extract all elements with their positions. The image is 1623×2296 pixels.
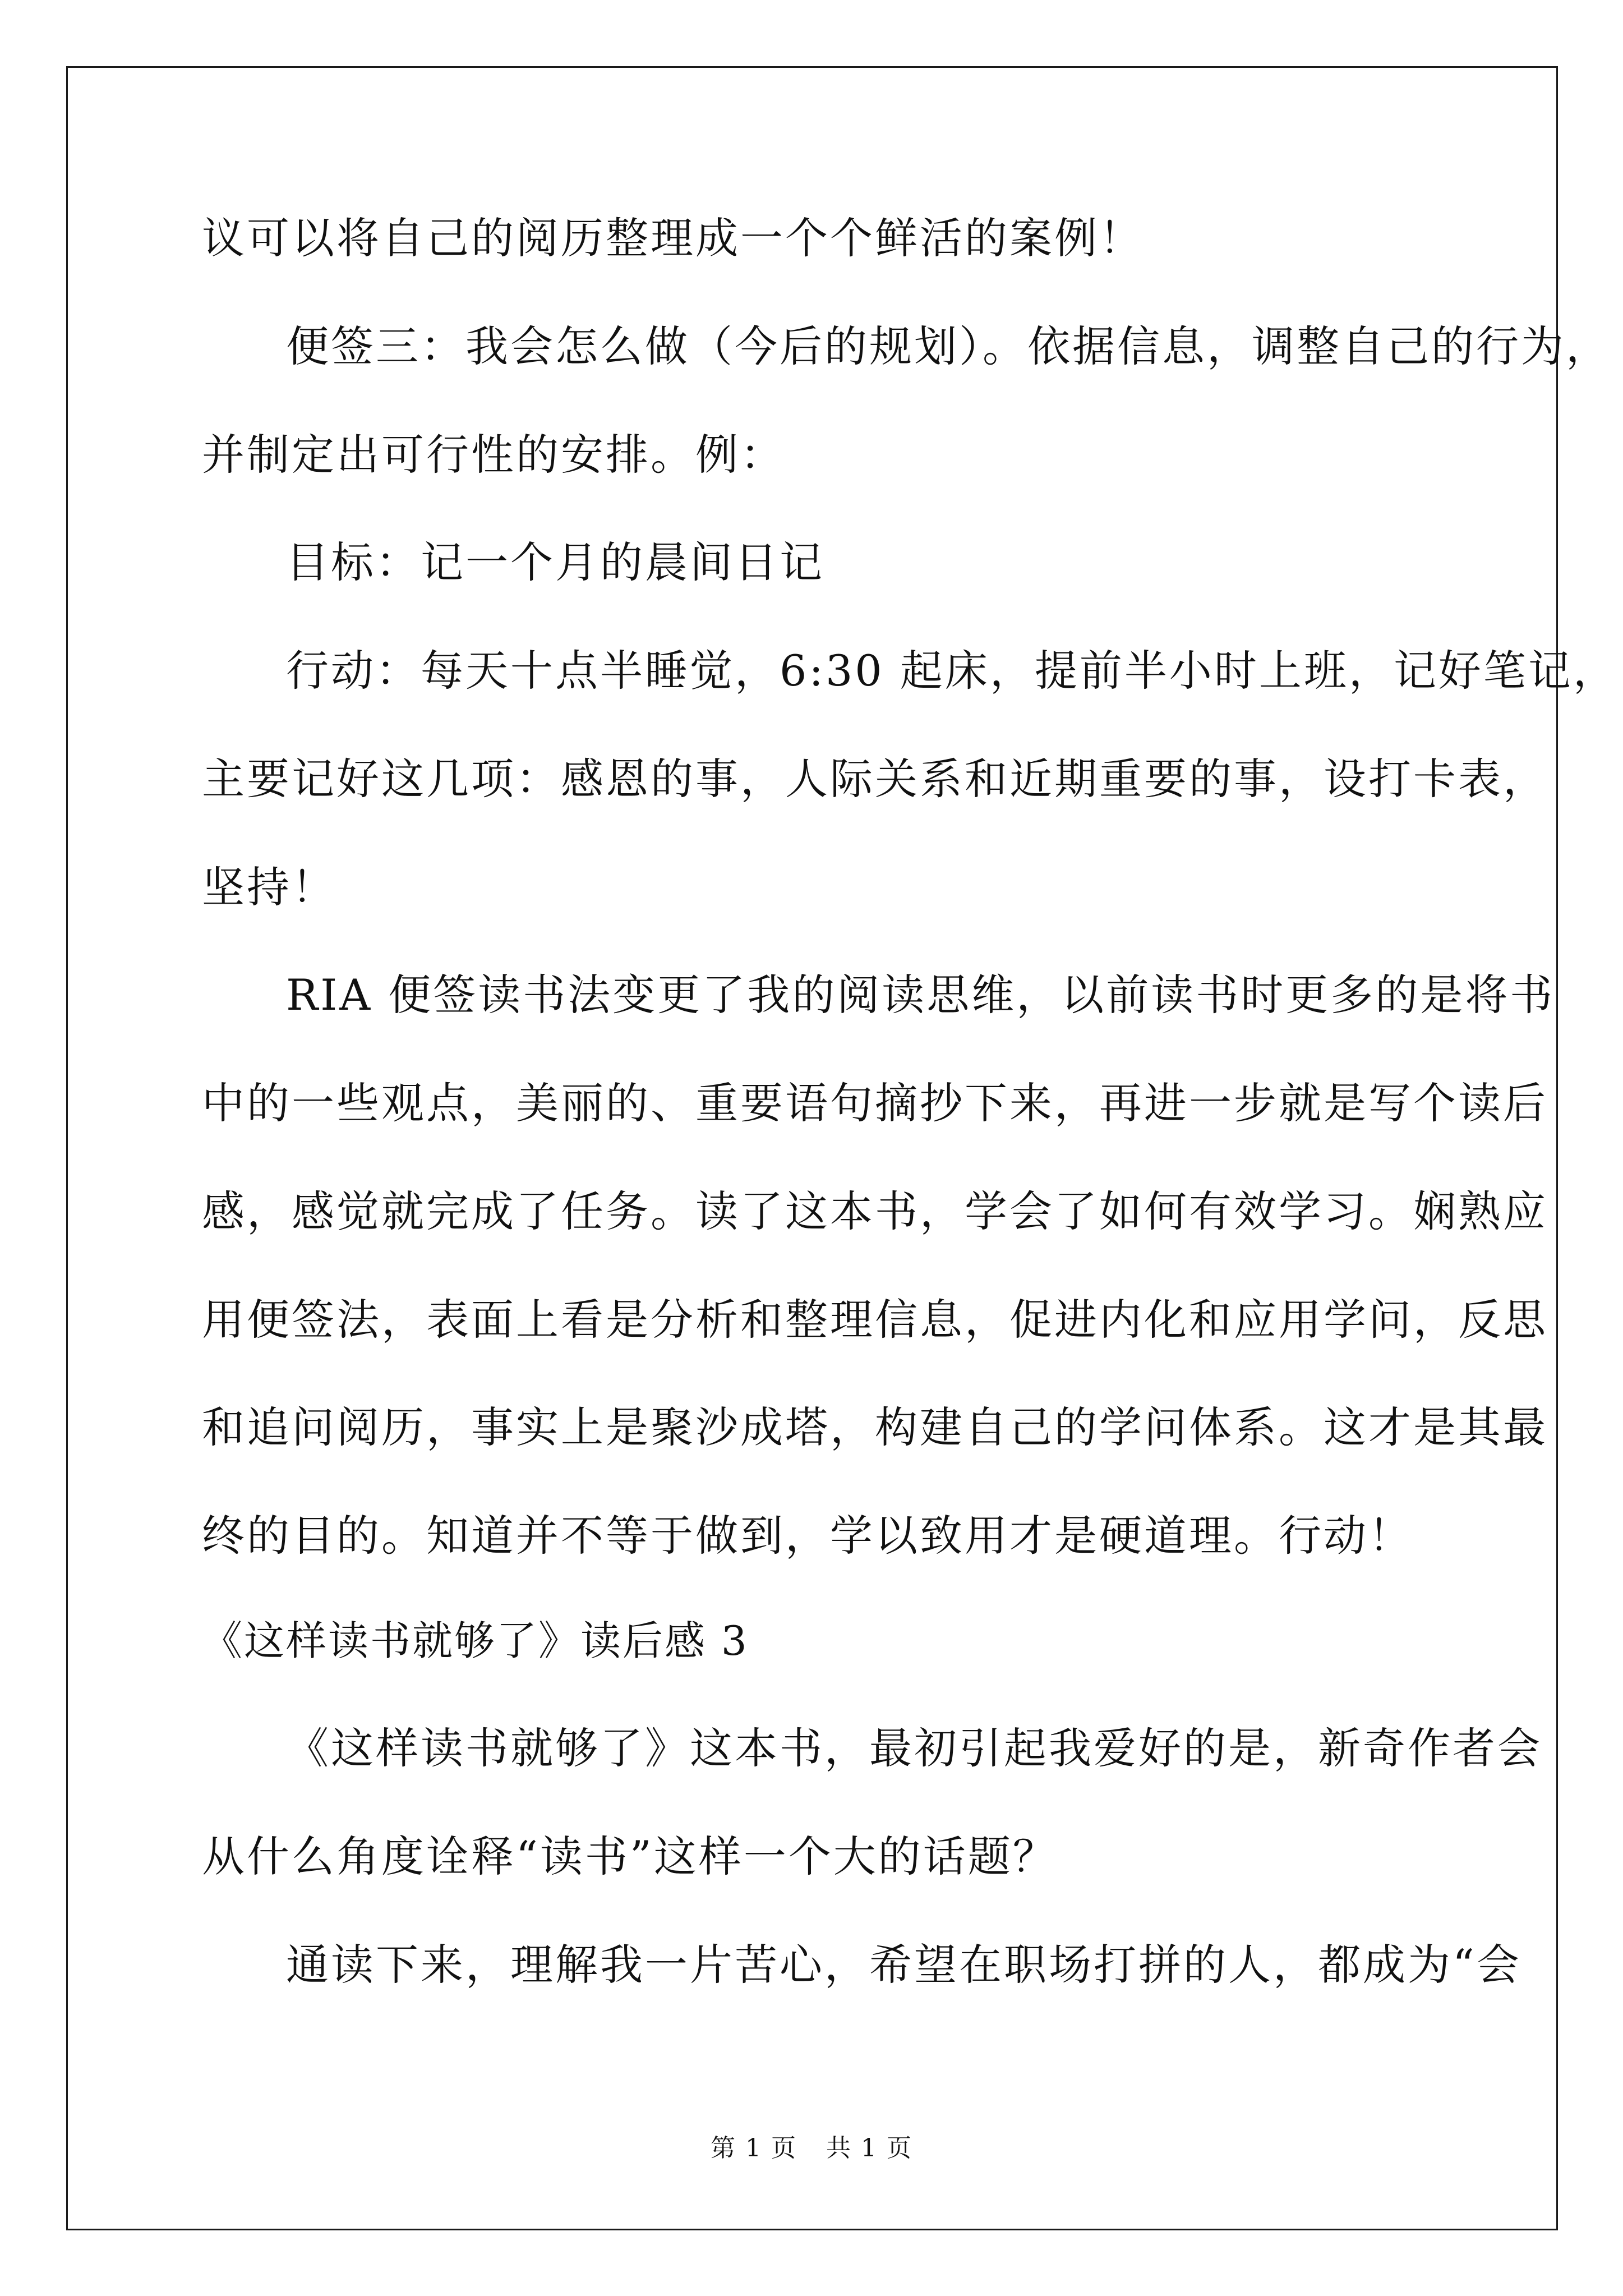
paragraph-line: 主要记好这几项：感恩的事，人际关系和近期重要的事，设打卡表， xyxy=(202,754,1548,804)
paragraph-line: 便签三：我会怎么做（今后的规划）。依据信息，调整自己的行为， xyxy=(286,321,1611,371)
page-number: 第 1 页 xyxy=(711,2134,797,2162)
paragraph-line: 用便签法，表面上看是分析和整理信息，促进内化和应用学问，反思 xyxy=(202,1295,1548,1345)
page-total: 共 1 页 xyxy=(826,2134,912,2162)
paragraph-line: 终的目的。知道并不等于做到，学以致用才是硬道理。行动！ xyxy=(202,1511,1413,1561)
paragraph-line: 感，感觉就完成了任务。读了这本书，学会了如何有效学习。娴熟应 xyxy=(202,1186,1548,1236)
paragraph-line: RIA 便签读书法变更了我的阅读思维，以前读书时更多的是将书 xyxy=(286,970,1555,1020)
page-border xyxy=(66,66,1558,2230)
paragraph-line: 行动：每天十点半睡觉，6:30 起床，提前半小时上班，记好笔记， xyxy=(286,646,1618,696)
page-footer xyxy=(0,2132,1623,2165)
paragraph-line: 中的一些观点，美丽的、重要语句摘抄下来，再进一步就是写个读后 xyxy=(202,1078,1548,1128)
paragraph-line: 目标：记一个月的晨间日记 xyxy=(286,537,824,587)
paragraph-line: 议可以将自己的阅历整理成一个个鲜活的案例！ xyxy=(202,213,1144,263)
paragraph-line: 《这样读书就够了》这本书，最初引起我爱好的是，新奇作者会 xyxy=(286,1723,1542,1773)
paragraph-line: 坚持！ xyxy=(202,862,336,912)
paragraph-line: 和追问阅历，事实上是聚沙成塔，构建自己的学问体系。这才是其最 xyxy=(202,1402,1548,1452)
paragraph-line: 从什么角度诠释“读书”这样一个大的话题？ xyxy=(202,1832,1058,1881)
section-title: 《这样读书就够了》读后感 3 xyxy=(202,1617,749,1664)
paragraph-line: 并制定出可行性的安排。例： xyxy=(202,430,785,480)
paragraph-line: 通读下来，理解我一片苦心，希望在职场打拼的人，都成为“会 xyxy=(286,1940,1521,1990)
